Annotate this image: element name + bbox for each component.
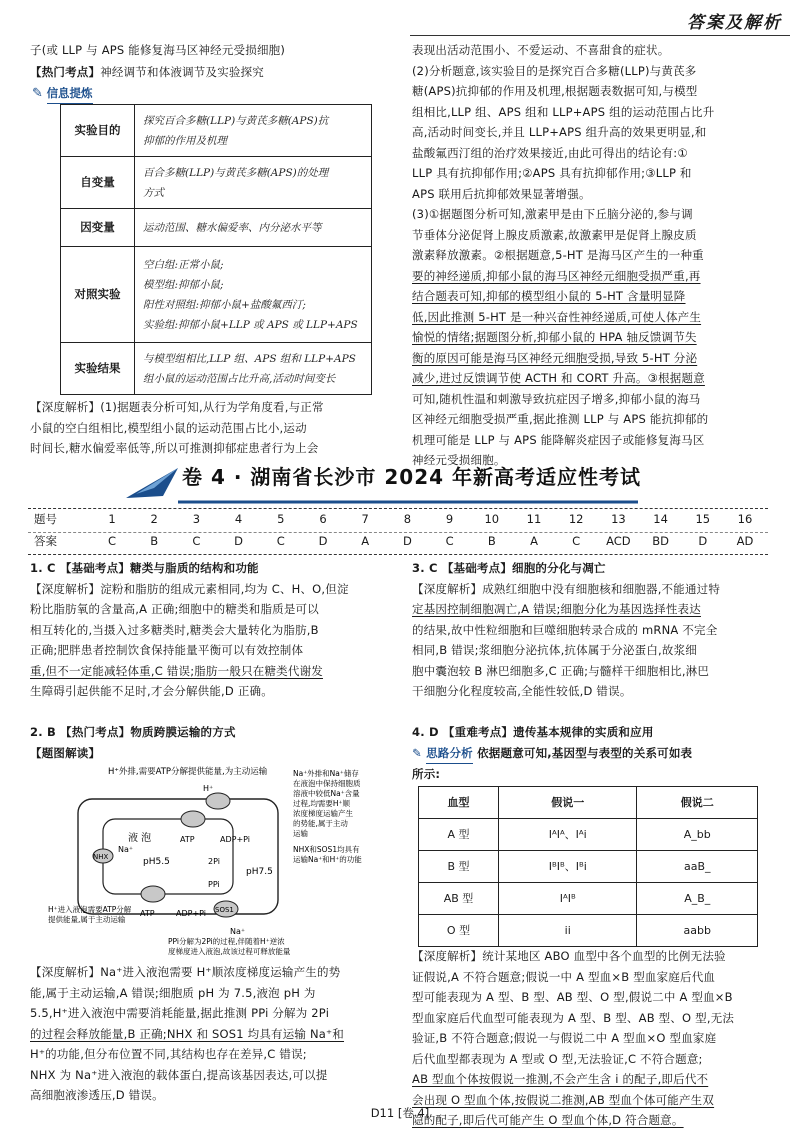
answer-value: D [318, 534, 328, 548]
answer-rule-top [28, 508, 768, 509]
table-key: 自变量 [61, 157, 135, 209]
answer-value: D [234, 534, 244, 548]
table-value: 运动范围、糖水偏爱率、内分泌水平等 [135, 209, 372, 247]
table-row [61, 247, 372, 343]
answer-number: 13 [611, 512, 626, 526]
table-key: 实验目的 [61, 105, 135, 157]
answer-number: 8 [403, 512, 412, 526]
svg-text:Na⁺: Na⁺ [230, 927, 246, 936]
answer-number: 5 [277, 512, 285, 526]
paper-plane-icon [126, 468, 178, 498]
q4-block: 【深度解析】统计某地区 ABO 血型中各个血型的比例无法验 证假说,A 不符合题意;假说一中 A 型血×B 型血家庭后代血 型可能表现为 A 型、B 型、AB 型、O 型,假说二中 A 型血×B 型血家庭后代血型可能表现为 A 型、B 型、AB 型、O 型,无法 验证,B 不符合题意;假说一与假说二中 A 型血×O 型血家庭 后代血型都表现为 A 型或 O 型,无法验证,C 不符合题意; AB 型血个体按假说一推测,不会产生含 i 的配子,即后代不 会出现 O 型血个体,按假说二推测,AB 型血个体可能产生双 隐的配子,即后代可能产生 O 型血个体,D 符合题意。 [412, 949, 735, 1127]
answer-value: D [698, 534, 708, 548]
svg-text:运输: 运输 [293, 829, 308, 838]
svg-text:NHX: NHX [93, 853, 109, 861]
answer-value: A [361, 534, 370, 548]
q2-head: 2. B 【热门考点】物质跨膜运输的方式 [30, 725, 236, 739]
answer-value: C [276, 534, 285, 548]
table-row: 血型 假说一 假说二 [419, 787, 758, 819]
table-row: B 型 IᴮIᴮ、Iᴮi aaB_ [419, 851, 758, 883]
answer-number: 16 [737, 512, 753, 526]
a-label: 答案 [34, 534, 57, 548]
table-row [61, 209, 372, 247]
svg-text:的势能,属于主动: 的势能,属于主动 [293, 819, 348, 828]
q4-head: 4. D 【重难考点】遗传基本规律的实质和应用 [412, 725, 654, 739]
answer-values-row [30, 532, 765, 554]
answer-number: 14 [653, 512, 668, 526]
svg-text:Na⁺外排和Na⁺储存: Na⁺外排和Na⁺储存 [293, 769, 359, 778]
q2-sub: 【题图解读】 [30, 745, 101, 760]
transport-diagram [48, 764, 398, 959]
table-key: 对照实验 [61, 247, 135, 343]
table-row: O 型 ii aabb [419, 915, 758, 947]
svg-text:ADP+Pi: ADP+Pi [220, 835, 251, 844]
answer-rule-bottom [28, 554, 768, 555]
svg-text:2Pi: 2Pi [208, 857, 220, 866]
svg-text:ATP: ATP [140, 909, 155, 918]
svg-text:pH7.5: pH7.5 [246, 867, 273, 877]
answer-value: C [572, 534, 581, 548]
answer-number: 2 [150, 512, 158, 526]
table-value: 百合多糖(LLP)与黄芪多糖(APS)的处理 方式 [135, 157, 372, 209]
q3-head: 3. C 【基础考点】细胞的分化与凋亡 [412, 561, 606, 575]
table-value: 与模型组相比,LLP 组、APS 组和 LLP+APS 组小鼠的运动范围占比升高,活动时间变长 [135, 343, 372, 395]
table-key: 因变量 [61, 209, 135, 247]
table-row [61, 343, 372, 395]
svg-text:液 泡: 液 泡 [128, 833, 152, 844]
atpase-lower [141, 886, 165, 902]
info-label: 信息提炼 [47, 84, 93, 104]
diagram-top-note: H⁺外排,需要ATP分解提供能量,为主动运输 [108, 767, 268, 777]
answer-number: 9 [445, 512, 454, 526]
svg-text:运输Na⁺和H⁺的功能: 运输Na⁺和H⁺的功能 [293, 855, 362, 864]
q3-block: 3. C 【基础考点】细胞的分化与凋亡 【深度解析】成熟红细胞中没有细胞核和细胞器,不能通过特 定基因控制细胞凋亡,A 错误;细胞分化为基因选择性表达 的结果,故中性粒细胞和巨噬细胞转录合成的 mRNA 不完全 相同,B 错误;浆细胞分泌抗体,抗体属于分泌蛋白,故浆细 胞中囊泡较 B 淋巴细胞多,C 正确;与髓样干细胞相比,淋巴 干细胞分化程度较高,全能性较低,D 错误。 [412, 558, 774, 702]
q2-head-block [30, 722, 395, 763]
answer-number: 1 [108, 512, 116, 526]
answer-value: ACD [606, 534, 631, 548]
svg-text:H⁺: H⁺ [203, 784, 214, 793]
q4-head-block: 4. D 【重难考点】遗传基本规律的实质和应用 ✎ 思路分析 依据题意可知,基因型与表型的关系可如表 所示: [412, 722, 774, 785]
table-row: A 型 IᴬIᴬ、Iᴬi A_bb [419, 819, 758, 851]
svg-text:H⁺进入液泡需要ATP分解: H⁺进入液泡需要ATP分解 [48, 905, 132, 914]
answer-number: 6 [319, 512, 327, 526]
info-table [60, 104, 372, 395]
svg-text:ADP+Pi: ADP+Pi [176, 909, 207, 918]
table-row [61, 105, 372, 157]
answer-number: 10 [484, 512, 500, 526]
pencil-icon: ✎ [32, 86, 43, 101]
answer-number: 11 [526, 512, 542, 526]
svg-text:PPi: PPi [208, 880, 220, 889]
q4-think: ✎ 思路分析 依据题意可知,基因型与表型的关系可如表 [412, 743, 774, 765]
svg-text:NHX和SOS1均具有: NHX和SOS1均具有 [293, 845, 360, 854]
table-row [61, 157, 372, 209]
svg-text:在液泡中保持细胞质: 在液泡中保持细胞质 [293, 779, 361, 788]
q-label: 题号 [34, 512, 57, 526]
answer-value: B [150, 534, 159, 548]
q1-head: 1. C 【基础考点】糖类与脂质的结构和功能 [30, 561, 259, 575]
answer-number: 7 [361, 512, 369, 526]
hot-text: 神经调节和体液调节及实验探究 [100, 65, 265, 79]
svg-text:SOS1: SOS1 [215, 906, 234, 914]
table-row: AB 型 IᴬIᴮ A_B_ [419, 883, 758, 915]
svg-text:PPi分解为2Pi的过程,伴随着H⁺逆浓: PPi分解为2Pi的过程,伴随着H⁺逆浓 [168, 937, 285, 946]
left-deep: 【深度解析】(1)据题表分析可知,从行为学角度看,与正常 小鼠的空白组相比,模型组小鼠的运动范围占比小,运动 时间长,糖水偏爱率低等,所以可推测抑郁症患者行为上会 [30, 400, 324, 455]
answer-number: 12 [568, 512, 584, 526]
answer-value: BD [652, 534, 669, 548]
answer-value: AD [736, 534, 754, 548]
answer-value: A [530, 534, 538, 548]
svg-text:度梯度进入液泡,故该过程可释放能量: 度梯度进入液泡,故该过程可释放能量 [168, 947, 291, 956]
right-top: 表现出活动范围小、不爱运动、不喜甜食的症状。 (2)分析题意,该实验目的是探究百合多糖(LLP)与黄芪多 糖(APS)抗抑郁的作用及机理,根据题表数据可知,与模型 组相比,LLP 组、APS 组和 LLP+APS 组的运动范围占比升 高,活动时间变长,并且 LLP+APS 组升高的效果更明显,和 盐酸氟西汀组的治疗效果接近,由此可得出的结论有:① LLP 具有抗抑郁作用;②APS 具有抗抑郁作用;③LLP 和 APS 联用后抗抑郁效果显著增强。 (3)①据题图分析可知,激素甲是由下丘脑分泌的,参与调 节垂体分泌促肾上腺皮质激素,故激素甲是促肾上腺皮质 激素释放激素。②根据题意,5-HT 是海马区产生的一种重 要的神经递质,抑郁小鼠的海马区神经元细胞受损严重,再 结合题表可知,抑郁的模型组小鼠的 5-HT 含量明显降 低,因此推测 5-HT 是一种兴奋性神经递质,可使人体产生 愉悦的情绪;据题图分析,抑郁小鼠的 HPA 轴反馈调节失 衡的原因可能是海马区神经元细胞受损,导致 5-HT 分泌 减少,进过反馈调节使 ACTH 和 CORT 升高。③根据题意 可知,随机性温和刺激导致抗症因子增多,抑郁小鼠的海马 区神经元细胞受损严重,据此推测 LLP 与 APS 能抗抑郁的 机理可能是 LLP 与 APS 能降解炎症因子或能修复海马区 神经元受损细胞。 [412, 43, 715, 467]
left-line1: 子(或 LLP 与 APS 能修复海马区神经元受损细胞) [30, 43, 286, 57]
info-extract [32, 83, 93, 104]
svg-text:Na⁺: Na⁺ [118, 845, 134, 854]
table-value: 空白组:正常小鼠; 模型组:抑郁小鼠; 阳性对照组:抑郁小鼠+盐酸氟西汀; 实验组:抑郁小鼠+LLP 或 APS 或 LLP+APS [135, 247, 372, 343]
banner-title: 卷 4 · 湖南省长沙市 2024 年新高考适应性考试 [182, 465, 641, 489]
table-value: 探究百合多糖(LLP)与黄芪多糖(APS)抗 抑郁的作用及机理 [135, 105, 372, 157]
svg-text:提供能量,属于主动运输: 提供能量,属于主动运输 [48, 915, 126, 924]
answer-number: 3 [192, 512, 201, 526]
answer-numbers-row [30, 510, 765, 532]
svg-text:pH5.5: pH5.5 [143, 857, 170, 867]
svg-text:过程,均需要H⁺顺: 过程,均需要H⁺顺 [293, 799, 350, 808]
answer-number: 4 [234, 512, 243, 526]
q2-block: 【深度解析】Na⁺进入液泡需要 H⁺顺浓度梯度运输产生的势 能,属于主动运输,A 错误;细胞质 pH 为 7.5,液泡 pH 为 5.5,H⁺进入液泡中需要消耗能量,据此推测 PPi 分解为 2Pi 的过程会释放能量,B 正确;NHX 和 SOS1 均具有运输 Na⁺和 H⁺的功能,但分布位置不同,其结构也存在差异,C 错误; NHX 为 Na⁺进入液泡的载体蛋白,提高该基因表达,可以提 高细胞液渗透压,D 错误。 [30, 965, 345, 1102]
header-rule [410, 35, 790, 36]
table-key: 实验结果 [61, 343, 135, 395]
atpase-upper [181, 811, 205, 827]
q1-block: 1. C 【基础考点】糖类与脂质的结构和功能 【深度解析】淀粉和脂肪的组成元素相同,均为 C、H、O,但淀 粉比脂肪氧的含量高,A 正确;细胞中的糖类和脂质是可以 相互转化的,当摄入过多糖类时,糖类会大量转化为脂肪,B 正确;肥胖患者控制饮食保持能量平衡可以有效控制体 重,但不一定能减轻体重,C 错误;脂肪一般只在糖类代谢发 生障碍引起供能不足时,才会分解供能,D 正确。 [30, 558, 395, 702]
answer-value: C [445, 534, 454, 548]
atpase-membrane [206, 793, 230, 809]
svg-text:ATP: ATP [180, 835, 195, 844]
blood-table [418, 786, 758, 947]
hot-topic [30, 62, 390, 83]
answer-value: C [192, 534, 201, 548]
svg-text:溶液中较低Na⁺含量: 溶液中较低Na⁺含量 [293, 789, 360, 798]
answer-number: 15 [695, 512, 711, 526]
svg-text:浓度梯度运输产生: 浓度梯度运输产生 [293, 809, 353, 818]
answer-value: D [402, 534, 412, 548]
answer-value: B [487, 534, 496, 548]
header-title: 答案及解析 [687, 13, 782, 33]
hot-label: 【热门考点】 [30, 65, 101, 79]
answer-value: C [107, 534, 117, 548]
page-footer: D11 [卷 4] [370, 1106, 430, 1120]
